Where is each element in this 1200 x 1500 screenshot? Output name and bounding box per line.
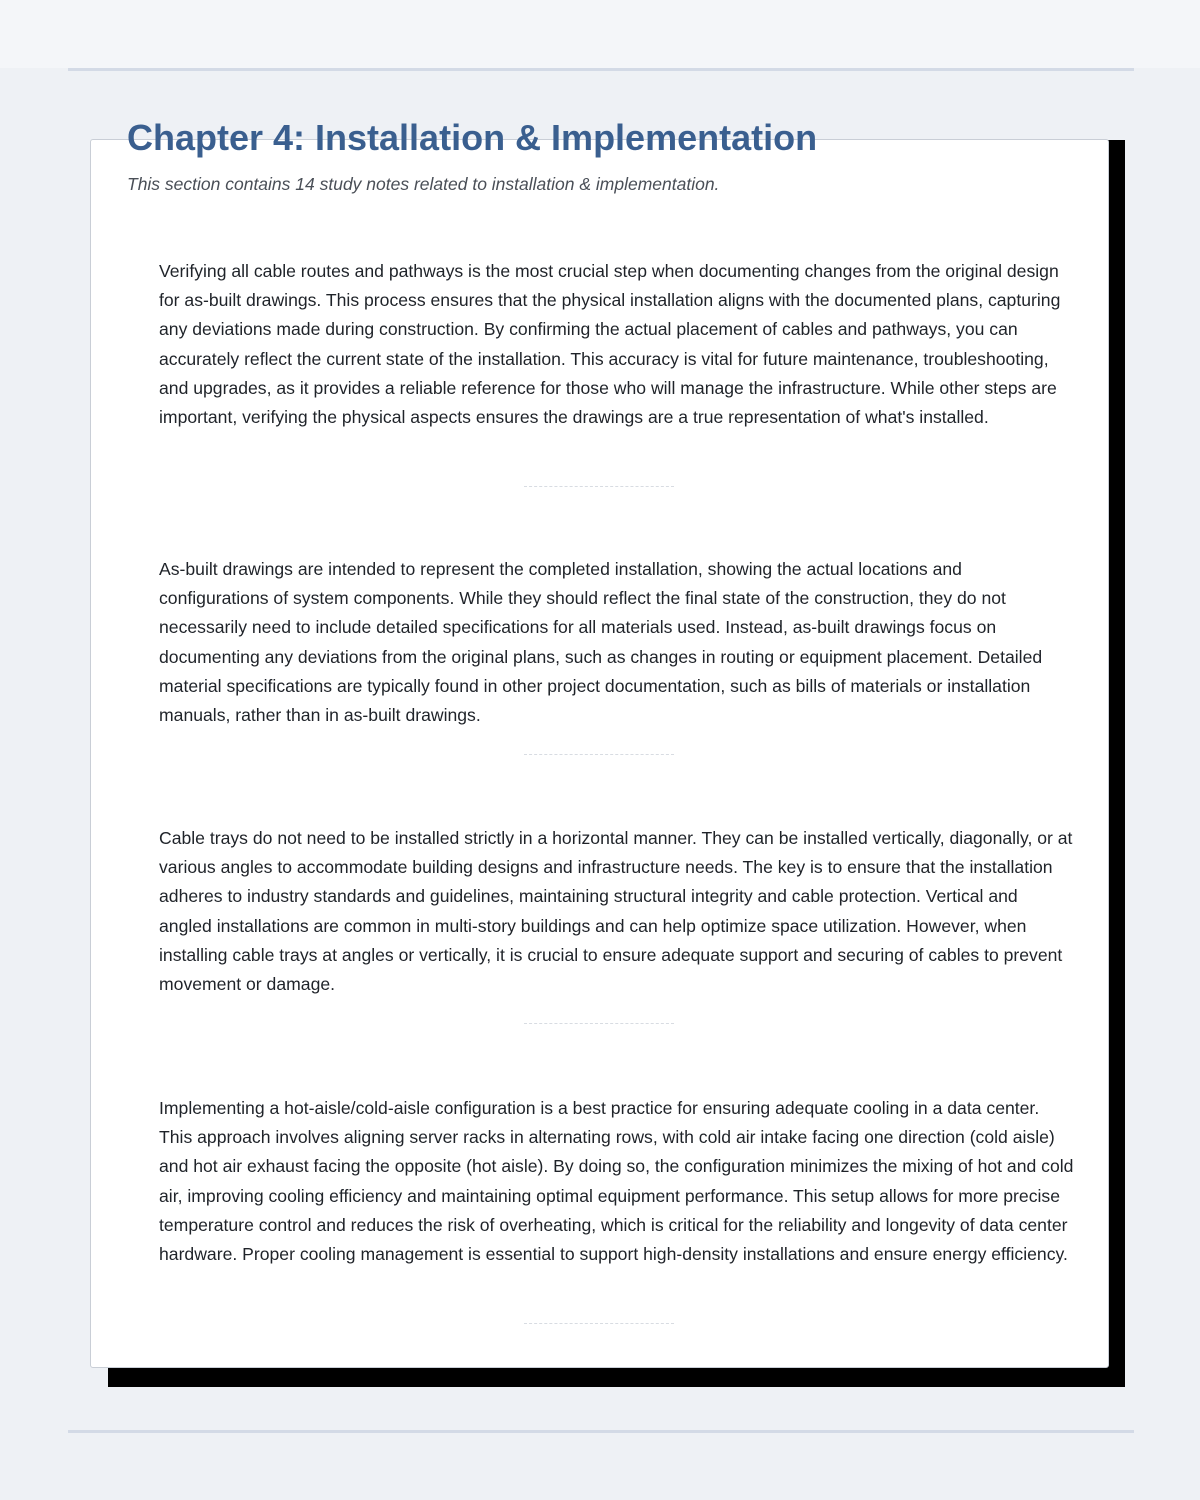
note-separator	[524, 1023, 674, 1024]
top-band	[0, 0, 1200, 68]
note-separator	[524, 1323, 674, 1324]
study-note: Implementing a hot-aisle/cold-aisle configuration is a best practice for ensuring adequate cooling in a data center. This approach involves aligning server racks in alternating rows, with cold air intake facing one direction (cold aisle) and hot air exhaust facing the opposite (hot aisle). By doing so, the configuration minimizes the mixing of hot and cold air, improving cooling efficiency and maintaining optimal equipment performance. This setup allows for more precise temperature control and reduces the risk of overheating, which is critical for the reliability and longevity of data center hardware. Proper cooling management is essential to support high-density installations and ensure energy efficiency.	[159, 1098, 1074, 1265]
note-separator	[524, 754, 674, 755]
note-separator	[524, 486, 674, 487]
study-note: Cable trays do not need to be installed strictly in a horizontal manner. They can be installed vertically, diagonally, or at various angles to accommodate building designs and infrastructure needs. The key is to ensure that the installation adheres to industry standards and guidelines, maintaining structural integrity and cable protection. Vertical and angled installations are common in multi-story buildings and can help optimize space utilization. However, when installing cable trays at angles or vertically, it is crucial to ensure adequate support and securing of cables to prevent movement or damage.	[159, 828, 1073, 995]
top-divider	[68, 68, 1134, 71]
study-note: As-built drawings are intended to represent the completed installation, showing the actual locations and configurations of system components. While they should reflect the final state of the construction, they do not necessarily need to include detailed specifications for all materials used. Instead, as-built drawings focus on documenting any deviations from the original plans, such as changes in routing or equipment placement. Detailed material specifications are typically found in other project documentation, such as bills of materials or installation manuals, rather than in as-built drawings.	[159, 559, 1043, 726]
chapter-title: Chapter 4: Installation & Implementation	[127, 117, 818, 158]
document-page	[90, 117, 1109, 1368]
study-note: Verifying all cable routes and pathways is the most crucial step when documenting changes from the original design for as-built drawings. This process ensures that the physical installation aligns with the documented plans, capturing any deviations made during construction. By confirming the actual placement of cables and pathways, you can accurately reflect the current state of the installation. This accuracy is vital for future maintenance, troubleshooting, and upgrades, as it provides a reliable reference for those who will manage the infrastructure. While other steps are important, verifying the physical aspects ensures the drawings are a true representation of what's installed.	[159, 261, 1061, 428]
bottom-divider	[68, 1430, 1134, 1433]
section-intro: This section contains 14 study notes related to installation & implementation.	[127, 174, 720, 194]
